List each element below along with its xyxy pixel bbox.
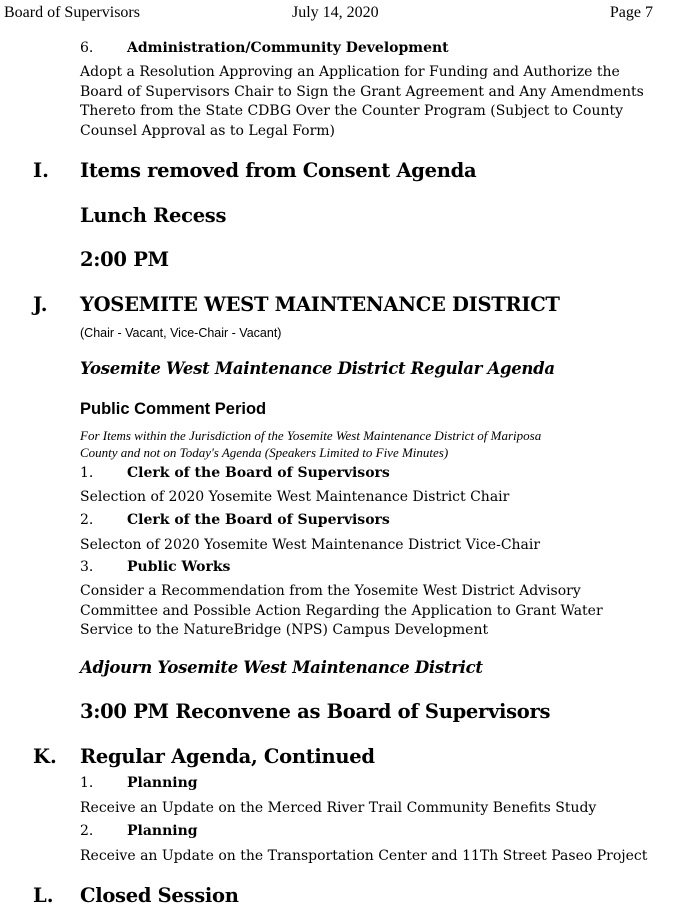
description-line: Board of Supervisors Chair to Sign the Grant Agreement and Any Amendments xyxy=(80,83,644,100)
item-department: Public Works xyxy=(127,559,231,575)
public-comment-note xyxy=(80,427,541,461)
item-description xyxy=(80,799,596,819)
public-comment-title: Public Comment Period xyxy=(80,400,267,418)
page-header xyxy=(0,4,680,24)
item-description xyxy=(80,536,540,556)
section-letter: L. xyxy=(33,884,54,907)
description-line: Receive an Update on the Transportation Center and 11Th Street Paseo Project xyxy=(80,848,648,864)
description-line: Consider a Recommendation from the Yosemite West District Advisory xyxy=(80,583,581,599)
description-line: Committee and Possible Action Regarding the Application to Grant Water xyxy=(80,602,603,619)
item-description xyxy=(80,847,647,867)
section-letter: K. xyxy=(33,745,57,768)
lunch-recess: Lunch Recess xyxy=(80,204,227,227)
reconvene-heading: 3:00 PM Reconvene as Board of Supervisors xyxy=(80,700,551,723)
item-number: 1. xyxy=(80,775,94,791)
section-title: Closed Session xyxy=(80,884,239,907)
header-page: Page 7 xyxy=(609,4,653,21)
description-line: Service to the NatureBridge (NPS) Campus Development xyxy=(80,622,489,638)
section-letter: J. xyxy=(33,293,48,316)
item-number: 1. xyxy=(80,465,94,481)
description-line: Counsel Approval as to Legal Form) xyxy=(80,122,336,139)
item-description xyxy=(80,63,644,141)
item-department: Planning xyxy=(127,775,198,791)
item-department: Planning xyxy=(127,823,198,839)
description-line: Selecton of 2020 Yosemite West Maintenance District Vice-Chair xyxy=(80,537,541,553)
section-title: Regular Agenda, Continued xyxy=(80,745,375,768)
section-letter: I. xyxy=(33,159,49,182)
item-description xyxy=(80,582,603,641)
description-line: Thereto from the State CDBG Over the Counter Program (Subject to County xyxy=(80,103,624,119)
item-department: Clerk of the Board of Supervisors xyxy=(127,465,390,481)
description-line: Selection of 2020 Yosemite West Maintenance District Chair xyxy=(80,489,510,505)
item-number: 2. xyxy=(80,823,94,839)
adjourn-heading: Adjourn Yosemite West Maintenance District xyxy=(80,658,483,677)
item-number: 3. xyxy=(80,559,94,575)
note-line: County and not on Today's Agenda (Speakers Limited to Five Minutes) xyxy=(80,445,449,460)
description-line: Adopt a Resolution Approving an Application for Funding and Authorize the xyxy=(80,64,620,80)
item-description xyxy=(80,488,509,508)
note-line: For Items within the Jurisdiction of the Yosemite West Maintenance District of Mariposa xyxy=(80,428,542,443)
item-department: Administration/Community Development xyxy=(127,40,449,56)
regular-agenda-heading: Yosemite West Maintenance District Regular Agenda xyxy=(80,359,555,378)
item-department: Clerk of the Board of Supervisors xyxy=(127,512,390,528)
item-number: 6. xyxy=(80,40,94,56)
chair-note: (Chair - Vacant, Vice-Chair - Vacant) xyxy=(80,326,282,340)
section-title: YOSEMITE WEST MAINTENANCE DISTRICT xyxy=(80,293,560,316)
time-heading: 2:00 PM xyxy=(80,248,169,271)
item-number: 2. xyxy=(80,512,94,528)
section-title: Items removed from Consent Agenda xyxy=(80,159,477,182)
description-line: Receive an Update on the Merced River Trail Community Benefits Study xyxy=(80,800,597,816)
header-date: July 14, 2020 xyxy=(292,4,379,21)
header-org: Board of Supervisors xyxy=(4,4,140,21)
